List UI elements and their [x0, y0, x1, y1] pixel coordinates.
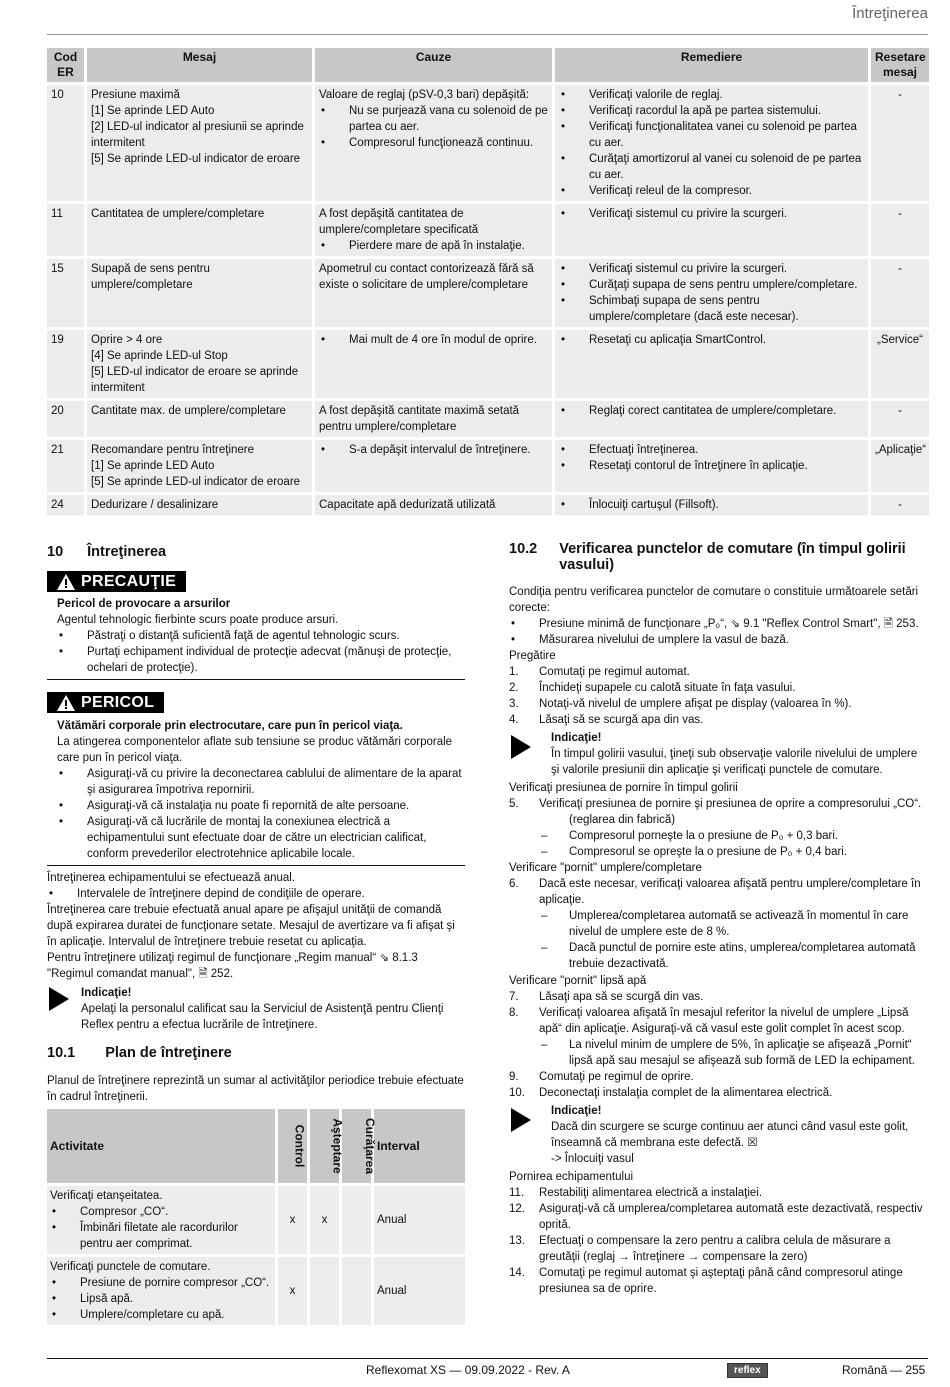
- list-item: • Păstraţi o distanţă suficientă faţă de agentul tehnologic scurs.: [57, 628, 465, 644]
- steps-7-8: [509, 989, 927, 1037]
- plan-col-curatare: Curăţarea: [342, 1109, 371, 1183]
- footer-rule: [47, 1358, 928, 1359]
- caution-badge: PRECAUŢIE: [47, 571, 186, 592]
- danger-box: [47, 692, 465, 866]
- divider: [47, 679, 465, 680]
- cell-cod: 15: [47, 259, 84, 327]
- cell-remediere: • Verificaţi sistemul cu privire la scurgeri.: [555, 204, 868, 256]
- plan-interval: Anual: [374, 1257, 465, 1325]
- table-row: [47, 330, 929, 398]
- step-item: 7. Lăsaţi apa să se scurgă din vas.: [509, 991, 704, 1003]
- note-box: Indicaţie! Apelaţi la personalul calificat sau la Serviciul de Asistenţă pentru Clienţi Reflex pentru a efectua lucrările de întreţinere.: [47, 985, 465, 1033]
- step6-dashes: [509, 908, 927, 972]
- cell-cauze: A fost depăşită cantitatea de umplere/completare specificată • Pierdere mare de apă în instalaţie.: [315, 204, 552, 256]
- table-row: [47, 204, 929, 256]
- subsection-heading: 10.2 Verificarea punctelor de comutare (în timpul golirii vasului): [509, 541, 906, 573]
- cell-resetare: -: [871, 204, 929, 256]
- maint-text-3: Pentru întreţinere utilizaţi regimul de funcţionare „Regim manual“ ⇘ 8.1.3 "Regimul comandat manual", 🗎 252.: [47, 952, 418, 980]
- col-resetare: Resetare mesaj: [871, 48, 929, 82]
- step8-dashes: [509, 1037, 927, 1069]
- cell-mesaj: Cantitate max. de umplere/completare: [87, 401, 312, 437]
- maint-text-1: Întreţinerea echipamentului se efectuează anual.: [47, 872, 296, 884]
- cell-cod: 10: [47, 85, 84, 201]
- table-row: [47, 259, 929, 327]
- step-item: 11. Restabiliţi alimentarea electrică a instalaţiei.: [509, 1187, 763, 1199]
- caution-list: [57, 628, 465, 676]
- danger-badge: PERICOL: [47, 692, 164, 713]
- caution-box: [47, 571, 465, 680]
- list-item: – Dacă punctul de pornire este atins, umplerea/completarea automată trebuie dezactivată.: [539, 940, 927, 972]
- list-item: – Umplerea/completarea automată se activează în momentul în care nivelul de umplere este de 8 %.: [539, 908, 927, 940]
- cell-remediere: • Verificaţi valorile de reglaj. • Verificaţi racordul la apă pe partea sistemului. • Verificaţi funcţionalitatea vanei cu solenoid pe partea cu aer. • Curăţaţi amortizorul al vanei cu solenoid de pe partea cu aer. • Verificaţi releul de la compresor.: [555, 85, 868, 201]
- step-5: 5. Verificaţi presiunea de pornire şi presiunea de oprire a compresorului „CO“. (reglarea din fabrică): [509, 798, 922, 826]
- step5-dashes: [509, 828, 927, 860]
- cell-remediere: • Reglaţi corect cantitatea de umplere/completare.: [555, 401, 868, 437]
- cell-mesaj: Recomandare pentru întreţinere [1] Se aprinde LED Auto [5] Se aprinde LED-ul indicator de eroare: [87, 440, 312, 492]
- plan-col-control: Control: [278, 1109, 307, 1183]
- table-row: [47, 1186, 465, 1254]
- step-item: 13. Efectuaţi o compensare la zero pentru a calibra celula de măsurare a greutăţii (reglaj → întreţinere → compensare la zero): [509, 1235, 891, 1263]
- caution-title: Pericol de provocare a arsurilor: [57, 598, 231, 610]
- list-item: – Compresorul se opreşte la o presiune de P₀ + 0,4 bari.: [539, 844, 927, 860]
- maintenance-plan-table: [44, 1106, 468, 1328]
- cell-cauze: Apometrul cu contact contorizează fără să existe o solicitare de umplere/completare: [315, 259, 552, 327]
- cell-remediere: • Înlocuiţi cartuşul (Fillsoft).: [555, 495, 868, 515]
- list-item: • Măsurarea nivelului de umplere la vasul de bază.: [509, 632, 927, 648]
- error-table-header: [47, 48, 929, 82]
- note-box: Indicaţie! În timpul golirii vasului, ţineţi sub observaţie valorile nivelului de umplere şi valorile presiunii din aplicaţie şi verificaţi punctele de comutare.: [509, 730, 927, 778]
- table-row: [47, 1257, 465, 1325]
- list-item: • Presiune minimă de funcţionare „P₀“, ⇘ 9.1 "Reflex Control Smart", 🗎 253.: [509, 616, 927, 632]
- cell-cod: 19: [47, 330, 84, 398]
- cell-resetare: -: [871, 495, 929, 515]
- step-6: 6. Dacă este necesar, verificaţi valoarea afişată pentru umplere/completare în aplicaţie.: [509, 878, 921, 906]
- cell-resetare: -: [871, 85, 929, 201]
- warning-icon: [57, 574, 75, 590]
- danger-title: Vătămări corporale prin electrocutare, care pun în pericol viaţa.: [57, 720, 403, 732]
- footer-lang: Română: [842, 1363, 888, 1377]
- plan-asteptare: [310, 1257, 339, 1325]
- table-row: [47, 401, 929, 437]
- plan-col-activitate: Activitate: [47, 1109, 275, 1183]
- note-box: Indicaţie! Dacă din scurgere se scurge continuu aer atunci când vasul este golit, înseamnă că membrana este defectă. ☒ -> Înlocuiţi vasul: [509, 1103, 927, 1167]
- cell-resetare: „Aplicaţie“: [871, 440, 929, 492]
- plan-col-interval: Interval: [374, 1109, 465, 1183]
- plan-control: x: [278, 1186, 307, 1254]
- header-rule: [47, 34, 928, 35]
- cell-cauze: A fost depăşită cantitate maximă setată pentru umplere/completare: [315, 401, 552, 437]
- check3-label: Verificare "pornit" lipsă apă: [509, 975, 647, 987]
- check2-label: Verificare "pornit" umplere/completare: [509, 862, 702, 874]
- cell-mesaj: Presiune maximă [1] Se aprinde LED Auto [2] LED-ul indicator al presiunii se aprinde intermitent [5] Se aprinde LED-ul indicator de eroare: [87, 85, 312, 201]
- step-item: 3. Notaţi-vă nivelul de umplere afişat pe display (valoarea în %).: [509, 698, 852, 710]
- col-mesaj: Mesaj: [87, 48, 312, 82]
- plan-curatare: [342, 1186, 371, 1254]
- left-column: [47, 540, 465, 1328]
- step-item: 1. Comutaţi pe regimul automat.: [509, 666, 690, 678]
- check1-label: Verificaţi presiunea de pornire în timpul golirii: [509, 782, 738, 794]
- steps-9-10: [509, 1069, 927, 1101]
- danger-list: [57, 766, 465, 862]
- error-table: [44, 45, 932, 518]
- check-intro: Condiţia pentru verificarea punctelor de comutare o constituie următoarele setări corecte:: [509, 586, 919, 614]
- list-item: • Purtaţi echipament individual de protecţie adecvat (mănuşi de protecţie, ochelari de protecţie).: [57, 644, 465, 676]
- cell-cod: 20: [47, 401, 84, 437]
- page-number: — 255: [890, 1363, 926, 1377]
- step-item: 2. Închideţi supapele cu calotă situate în faţa vasului.: [509, 682, 796, 694]
- plan-asteptare: x: [310, 1186, 339, 1254]
- intro-list: [509, 616, 927, 648]
- cell-remediere: • Verificaţi sistemul cu privire la scurgeri. • Curăţaţi supapa de sens pentru umplere/completare. • Schimbaţi supapa de sens pentru umplere/completare (dacă este necesar).: [555, 259, 868, 327]
- col-cod: Cod ER: [47, 48, 84, 82]
- footer-doc: Reflexomat XS — 09.09.2022 - Rev. A: [366, 1363, 570, 1377]
- start-label: Pornirea echipamentului: [509, 1171, 634, 1183]
- cell-mesaj: Supapă de sens pentru umplere/completare: [87, 259, 312, 327]
- list-item: • Asiguraţi-vă cu privire la deconectarea cablului de alimentare de la aparat şi asigurarea împotriva repornirii.: [57, 766, 465, 798]
- divider: [47, 865, 465, 866]
- danger-text: La atingerea componentelor aflate sub tensiune se produc vătămări corporale care pun în pericol viaţa.: [57, 736, 453, 764]
- caution-text: Agentul tehnologic fierbinte scurs poate produce arsuri.: [57, 614, 339, 626]
- plan-intro: Planul de întreţinere reprezintă un sumar al activităţilor periodice trebuie efectuate în cadrul întreţinerii.: [47, 1075, 464, 1103]
- prep-label: Pregătire: [509, 650, 556, 662]
- maint-bullet: • Intervalele de întreţinere depind de condiţiile de operare.: [47, 886, 465, 902]
- cell-resetare: „Service“: [871, 330, 929, 398]
- col-cauze: Cauze: [315, 48, 552, 82]
- running-header: Întreţinerea: [852, 5, 928, 22]
- cell-mesaj: Oprire > 4 ore [4] Se aprinde LED-ul Stop [5] LED-ul indicator de eroare se aprinde intermitent: [87, 330, 312, 398]
- step-item: 9. Comutaţi pe regimul de oprire.: [509, 1071, 694, 1083]
- plan-col-asteptare: Aşteptare: [310, 1109, 339, 1183]
- step-item: 8. Verificaţi valoarea afişată în mesajul referitor la nivelul de umplere „Lipsă apă“ din aplicaţie. Asiguraţi-vă că vasul este golit complet în acest scop.: [509, 1007, 909, 1035]
- table-row: [47, 440, 929, 492]
- cell-cauze: • Mai mult de 4 ore în modul de oprire.: [315, 330, 552, 398]
- note-arrow-icon: [509, 733, 533, 761]
- cell-mesaj: Cantitatea de umplere/completare: [87, 204, 312, 256]
- cell-resetare: -: [871, 259, 929, 327]
- cell-cauze: Capacitate apă dedurizată utilizată: [315, 495, 552, 515]
- col-remediere: Remediere: [555, 48, 868, 82]
- list-item: • Asiguraţi-vă că instalaţia nu poate fi repornită de alte persoane.: [57, 798, 465, 814]
- note-arrow-icon: [47, 985, 71, 1013]
- list-item: – La nivelul minim de umplere de 5%, în aplicaţie se afişează „Pornit“ lipsă apă sau mesajul se afişează sub formă de LED la echipament.: [539, 1037, 927, 1069]
- plan-control: x: [278, 1257, 307, 1325]
- prep-steps: [509, 664, 927, 728]
- warning-icon: [57, 695, 75, 711]
- cell-remediere: • Resetaţi cu aplicaţia SmartControl.: [555, 330, 868, 398]
- maint-text-2: Întreţinerea care trebuie efectuată anual apare pe afişajul unităţii de comandă după expirarea duratei de funcţionare setate. Mesajul de avertizare va fi afişat şi în aplicaţie. Intervalul de întreţinere trebuie resetat cu aplicaţia.: [47, 904, 455, 948]
- plan-interval: Anual: [374, 1186, 465, 1254]
- step-item: 14. Comutaţi pe regimul automat şi aşteptaţi până când compresorul atinge presiunea sa de oprire.: [509, 1267, 903, 1295]
- cell-cod: 24: [47, 495, 84, 515]
- list-item: – Compresorul porneşte la o presiune de P₀ + 0,3 bari.: [539, 828, 927, 844]
- cell-cauze: • S-a depăşit intervalul de întreţinere.: [315, 440, 552, 492]
- plan-activity: Verificaţi etanşeitatea. • Compresor „CO“. • Îmbinări filetate ale racordurilor pentru aer comprimat.: [47, 1186, 275, 1254]
- cell-cod: 21: [47, 440, 84, 492]
- table-row: [47, 85, 929, 201]
- subsection-heading: 10.1 Plan de întreţinere: [47, 1045, 232, 1061]
- step-item: 4. Lăsaţi să se scurgă apa din vas.: [509, 714, 704, 726]
- cell-cod: 11: [47, 204, 84, 256]
- cell-remediere: • Efectuaţi întreţinerea. • Resetaţi contorul de întreţinere în aplicaţie.: [555, 440, 868, 492]
- cell-resetare: -: [871, 401, 929, 437]
- table-row: [47, 495, 929, 515]
- section-heading: 10 Întreţinerea: [47, 544, 167, 560]
- note-arrow-icon: [509, 1106, 533, 1134]
- plan-activity: Verificaţi punctele de comutare. • Presiune de pornire compresor „CO“. • Lipsă apă. • Umplere/completare cu apă.: [47, 1257, 275, 1325]
- step-item: 10. Deconectaţi instalaţia complet de la alimentarea electrică.: [509, 1087, 833, 1099]
- step-item: 12. Asiguraţi-vă că umplerea/completarea automată este dezactivată, respectiv oprită.: [509, 1203, 923, 1231]
- plan-curatare: [342, 1257, 371, 1325]
- reflex-logo: reflex: [727, 1363, 768, 1378]
- cell-cauze: Valoare de reglaj (pSV-0,3 bari) depăşită: • Nu se purjează vana cu solenoid de pe partea cu aer. • Compresorul funcţionează continuu.: [315, 85, 552, 201]
- start-steps: [509, 1185, 927, 1297]
- list-item: • Asiguraţi-vă că lucrările de montaj la conexiunea electrică a echipamentului sunt efectuate doar de către un electrician calificat, conform prevederilor electrotehnice aplicabile locale.: [57, 814, 465, 862]
- right-column: [509, 540, 927, 1297]
- cell-mesaj: Dedurizare / desalinizare: [87, 495, 312, 515]
